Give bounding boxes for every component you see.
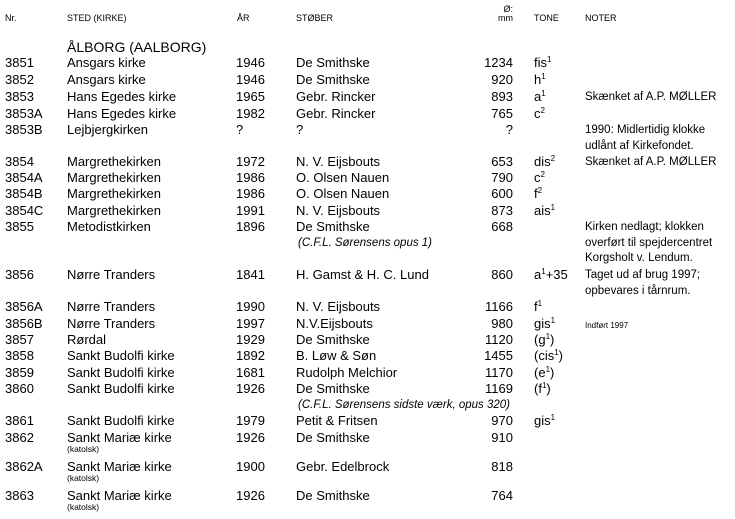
cell-sted: Sankt Budolfi kirke <box>67 413 175 428</box>
cell-stoeber: H. Gamst & H. C. Lund <box>296 267 429 282</box>
cell-sted: Nørre Tranders <box>67 267 156 282</box>
cell-stoeber: ? <box>296 122 304 137</box>
tone-base: a <box>534 267 542 282</box>
cell-diameter: 1120 <box>485 332 513 347</box>
note-line: udlånt af Kirkefondet. <box>585 139 694 152</box>
tone-octave: 1 <box>550 316 556 325</box>
cell-stoeber: De Smithske <box>296 381 370 396</box>
cell-nr: 3862 <box>5 430 34 445</box>
cell-stoeber: De Smithske <box>296 219 370 234</box>
header-diameter-unit: mm <box>498 13 513 23</box>
tone-base: fis <box>534 55 547 70</box>
cell-sted: Margrethekirken <box>67 186 161 201</box>
cell-tone <box>534 171 545 185</box>
cell-diameter: 653 <box>491 154 513 169</box>
cell-nr: 3858 <box>5 348 34 363</box>
cell-nr: 3860 <box>5 381 34 396</box>
cell-diameter: 980 <box>491 316 513 331</box>
cell-diameter: 873 <box>491 203 513 218</box>
cell-stoeber: N. V. Eijsbouts <box>296 203 381 218</box>
cell-diameter: 1166 <box>485 299 513 314</box>
cell-note-small: Indført 1997 <box>585 321 629 330</box>
cell-stoeber: N. V. Eijsbouts <box>296 154 381 169</box>
note-line: opbevares i tårnrum. <box>585 284 691 297</box>
cell-diameter: 1455 <box>484 348 513 363</box>
cell-sted: Sankt Mariæ kirke <box>67 459 172 474</box>
cell-tone <box>534 414 555 428</box>
tone-base: gis <box>534 316 551 331</box>
tone-octave: 1 <box>547 55 552 64</box>
header-diameter-symbol: Ø: <box>503 4 513 14</box>
cell-aar: 1986 <box>236 170 265 185</box>
header-sted: STED (KIRKE) <box>67 13 127 23</box>
tone-octave: 1 <box>545 365 551 374</box>
tone-octave: 1 <box>545 332 551 341</box>
cell-stoeber: Gebr. Rincker <box>296 89 376 104</box>
tone-octave: 1 <box>537 299 543 308</box>
header-tone: TONE <box>534 13 559 23</box>
tone-base: c <box>534 106 541 121</box>
cell-stoeber: De Smithske <box>296 332 370 347</box>
cell-sted: Hans Egedes kirke <box>67 106 177 121</box>
tone-base: dis <box>534 154 551 169</box>
cell-aar: 1926 <box>236 488 265 503</box>
cell-tone <box>534 333 554 347</box>
cell-stoeber: De Smithske <box>296 488 370 503</box>
tone-base: a <box>534 89 542 104</box>
tone-octave: 1 <box>541 89 546 98</box>
cell-tone <box>534 317 555 331</box>
cell-note <box>585 155 716 171</box>
cell-diameter: 765 <box>491 106 513 121</box>
tone-base: h <box>534 72 542 87</box>
cell-aar: 1926 <box>236 430 265 445</box>
cell-nr: 3857 <box>5 332 34 347</box>
tone-octave: 1 <box>554 348 559 357</box>
cell-nr: 3863 <box>5 488 34 503</box>
cell-diameter: 764 <box>491 488 513 503</box>
cell-aar: 1979 <box>236 413 265 428</box>
cell-diameter: 1170 <box>485 365 513 380</box>
tone-base: (e <box>534 365 546 380</box>
cell-nr: 3851 <box>5 55 34 70</box>
cell-sted: Sankt Mariæ kirke <box>67 430 172 445</box>
cell-diameter: 1169 <box>485 381 513 396</box>
cell-aar: 1990 <box>236 299 265 314</box>
cell-diameter: 910 <box>491 430 513 445</box>
cell-aar: 1946 <box>236 55 265 70</box>
cell-sted-sub: (katolsk) <box>67 473 100 483</box>
cell-sted: Sankt Budolfi kirke <box>67 348 175 363</box>
cell-sted: Sankt Budolfi kirke <box>67 381 175 396</box>
cell-tone <box>534 90 546 104</box>
cell-tone <box>534 300 542 314</box>
cell-stoeber: De Smithske <box>296 55 370 70</box>
cell-diameter: 668 <box>491 219 513 234</box>
cell-tone <box>534 73 546 87</box>
tone-octave: 2 <box>540 170 545 179</box>
cell-aar: 1841 <box>236 267 265 282</box>
cell-stoeber: Petit & Fritsen <box>296 413 378 428</box>
tone-octave: 1 <box>550 413 556 422</box>
cell-stoeber: O. Olsen Nauen <box>296 186 390 201</box>
note-line: Korgsholt v. Lendum. <box>585 252 693 264</box>
cell-sted: Hans Egedes kirke <box>67 89 177 104</box>
note-line: 1990: Midlertidig klokke <box>585 124 706 136</box>
cell-diameter: 860 <box>491 267 513 282</box>
cell-stoeber: N. V. Eijsbouts <box>296 299 381 314</box>
cell-nr: 3854 <box>5 154 34 169</box>
cell-aar: 1982 <box>236 106 265 121</box>
cell-stoeber: O. Olsen Nauen <box>296 170 390 185</box>
tone-suffix: ) <box>550 332 555 347</box>
cell-diameter: ? <box>505 122 513 137</box>
cell-tone <box>534 187 542 201</box>
cell-nr: 3854B <box>5 186 43 201</box>
cell-nr: 3852 <box>5 72 34 87</box>
cell-sted-sub: (katolsk) <box>67 444 100 454</box>
cell-nr: 3859 <box>5 365 34 380</box>
cell-sted: Ansgars kirke <box>67 55 146 70</box>
tone-base: (f <box>534 381 542 396</box>
cell-nr: 3854C <box>5 203 44 218</box>
cell-tone <box>534 382 551 396</box>
tone-octave: 1 <box>550 203 556 212</box>
note-line: Skænket af A.P. MØLLER <box>585 91 717 103</box>
header-noter: NOTER <box>585 13 617 23</box>
cell-note <box>585 220 712 267</box>
cell-nr: 3862A <box>5 459 43 474</box>
cell-stoeber: B. Løw & Søn <box>296 348 377 363</box>
cell-diameter: 790 <box>491 170 513 185</box>
cell-sted: Margrethekirken <box>67 170 161 185</box>
tone-octave: 1 <box>541 267 546 276</box>
cell-stoeber: N.V.Eijsbouts <box>296 316 373 331</box>
cell-aar: 1972 <box>236 154 265 169</box>
tone-base: (cis <box>534 348 555 363</box>
cell-diameter: 970 <box>491 413 513 428</box>
cell-tone <box>534 204 555 218</box>
cell-nr: 3854A <box>5 170 43 185</box>
cell-nr: 3861 <box>5 413 34 428</box>
cell-nr: 3856A <box>5 299 43 314</box>
cell-diameter: 920 <box>491 72 513 87</box>
cell-stoeber-note: (C.F.L. Sørensens opus 1) <box>298 237 433 249</box>
cell-sted: Lejbjergkirken <box>67 122 148 137</box>
cell-aar: 1681 <box>236 365 265 380</box>
cell-nr: 3853B <box>5 122 43 137</box>
tone-suffix: ) <box>546 381 551 396</box>
cell-aar: 1997 <box>236 316 265 331</box>
cell-nr: 3855 <box>5 219 34 234</box>
tone-base: ais <box>534 203 551 218</box>
cell-aar: 1896 <box>236 219 265 234</box>
cell-note <box>585 268 700 299</box>
tone-base: (g <box>534 332 546 347</box>
cell-nr: 3853A <box>5 106 43 121</box>
cell-stoeber: Gebr. Edelbrock <box>296 459 390 474</box>
cell-aar: 1900 <box>236 459 265 474</box>
header-diameter <box>480 5 513 23</box>
cell-diameter: 600 <box>491 186 513 201</box>
cell-stoeber: De Smithske <box>296 430 370 445</box>
cell-diameter: 1234 <box>484 55 513 70</box>
cell-tone <box>534 56 551 70</box>
cell-nr: 3856 <box>5 267 34 282</box>
cell-note <box>585 90 716 106</box>
cell-aar: 1929 <box>236 332 265 347</box>
tone-suffix: ) <box>558 348 564 363</box>
cell-sted: Sankt Budolfi kirke <box>67 365 175 380</box>
cell-sted: Rørdal <box>67 332 107 347</box>
cell-nr: 3853 <box>5 89 34 104</box>
note-line: Kirken nedlagt; klokken <box>585 221 704 233</box>
cell-tone <box>534 107 545 121</box>
cell-sted: Margrethekirken <box>67 203 161 218</box>
cell-aar: 1986 <box>236 186 265 201</box>
cell-sted: Ansgars kirke <box>67 72 146 87</box>
cell-stoeber: Gebr. Rincker <box>296 106 376 121</box>
cell-sted: Margrethekirken <box>67 154 161 169</box>
tone-base: f <box>534 186 538 201</box>
cell-tone <box>534 268 568 282</box>
tone-octave: 2 <box>537 186 543 195</box>
tone-suffix: ) <box>550 365 555 380</box>
cell-diameter: 893 <box>491 89 513 104</box>
cell-tone <box>534 349 563 363</box>
cell-tone <box>534 366 554 380</box>
cell-note <box>585 123 705 154</box>
note-line: overført til spejdercentret <box>585 236 713 249</box>
tone-base: gis <box>534 413 551 428</box>
section-title: ÅLBORG (AALBORG) <box>67 39 207 55</box>
cell-sted: Nørre Tranders <box>67 299 156 314</box>
cell-tone <box>534 155 555 169</box>
note-line: Skænket af A.P. MØLLER <box>585 156 717 168</box>
cell-stoeber: De Smithske <box>296 72 370 87</box>
cell-aar: 1946 <box>236 72 265 87</box>
header-nr: Nr. <box>5 13 17 23</box>
tone-octave: 2 <box>540 106 545 115</box>
cell-aar: 1965 <box>236 89 265 104</box>
cell-stoeber: Rudolph Melchior <box>296 365 398 380</box>
cell-sted: Nørre Tranders <box>67 316 156 331</box>
tone-octave: 1 <box>541 381 547 390</box>
tone-octave: 2 <box>550 154 556 163</box>
header-stoeber: STØBER <box>296 13 334 23</box>
cell-aar: 1926 <box>236 381 265 396</box>
cell-sted: Sankt Mariæ kirke <box>67 488 172 503</box>
tone-base: f <box>534 299 538 314</box>
tone-base: c <box>534 170 541 185</box>
cell-nr: 3856B <box>5 316 43 331</box>
cell-aar: 1892 <box>236 348 265 363</box>
cell-aar: 1991 <box>236 203 265 218</box>
cell-sted-sub: (katolsk) <box>67 502 100 512</box>
note-line: Taget ud af brug 1997; <box>585 269 701 281</box>
cell-stoeber-note: (C.F.L. Sørensens sidste værk, opus 320) <box>298 399 510 411</box>
cell-aar: ? <box>236 122 244 137</box>
cell-sted: Metodistkirken <box>67 219 151 234</box>
tone-octave: 1 <box>541 72 546 81</box>
tone-suffix: +35 <box>545 267 568 282</box>
cell-diameter: 818 <box>491 459 513 474</box>
header-aar: ÅR <box>237 13 250 23</box>
